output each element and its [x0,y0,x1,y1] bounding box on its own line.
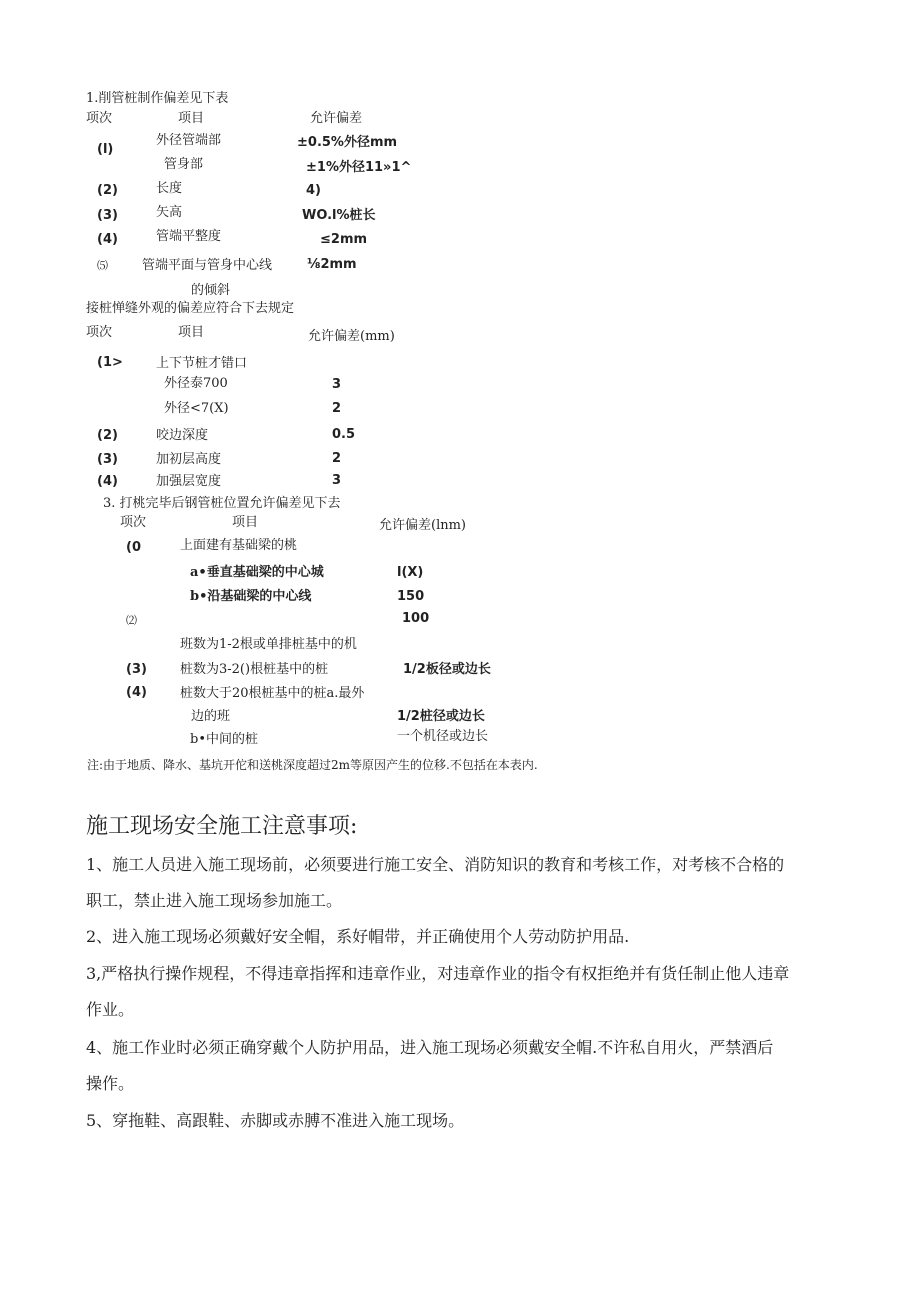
section2-title: 接桩惮缝外观的偏差应符合下去规定 [86,301,295,316]
safety-item-3-line2: 作业。 [86,1000,135,1019]
table-row-item: 外径<7(X) [164,401,229,416]
table-row-item: 班数为1-2根或单排桩基中的机 [180,637,357,652]
table-row-item: 边的班 [191,709,231,724]
section3-col-no: 项次 [120,515,147,530]
section2-col-no: 项次 [86,325,113,340]
table-row-tol: 100 [402,611,430,626]
table-row-tol: l(X) [397,565,424,580]
table-row-no: (4) [97,232,118,247]
section2-col-item: 项目 [178,325,205,340]
table-row-no: (3) [97,452,118,467]
table-row-item: a•垂直基础梁的中心城 [190,565,324,580]
table-row-item: 上下节桩才错口 [156,356,248,371]
table-row-item: 外径泰700 [164,376,228,391]
table-row-tol: ⅛2mm [307,257,357,272]
table-row-item: b•中间的桩 [190,732,258,747]
safety-heading: 施工现场安全施工注意事项: [86,814,358,839]
table-row-item: b•沿基础梁的中心线 [190,589,312,604]
table-row-item: 桩数大于20根桩基中的桩a.最外 [180,686,365,701]
table-row-tol: 1/2桩径或边长 [397,709,485,724]
table-row-item: 的倾斜 [191,283,231,298]
table-row-tol: ±0.5%外径mm [297,135,398,150]
table-row-no: (4) [97,474,118,489]
table-row-tol: 0.5 [332,427,356,442]
section1-col-item: 项目 [178,111,205,126]
table-row-tol: 4) [306,183,321,198]
section1-col-tol: 允许偏差 [310,111,363,126]
table-row-tol: 一个机径或边长 [397,729,489,744]
table-row-no: (1> [97,355,123,370]
table-row-no: (2) [97,428,118,443]
section1-col-no: 项次 [86,111,113,126]
table-row-item: 管端平面与管身中心线 [142,258,273,273]
table-row-tol: ±1%外径11»1^ [306,160,412,175]
table-row-no: (0 [126,540,141,555]
table-row-no: (2) [97,183,118,198]
safety-item-1-line1: 1、施工人员进入施工现场前，必须要进行施工安全、消防知识的教育和考核工作，对考核不合格的 [86,855,785,874]
safety-item-5-line1: 5、穿拖鞋、高跟鞋、赤脚或赤膊不准进入施工现场。 [86,1111,465,1130]
section3-note: 注:由于地质、降水、基坑开佗和送桃深度超过2m等原因产生的位移.不包括在本表内. [87,758,538,772]
table-row-tol: 3 [332,377,342,392]
table-row-item: 管端平整度 [156,229,222,244]
section2-col-tol: 允许偏差(mm) [308,329,395,344]
table-row-tol: ≤2mm [320,232,368,247]
table-row-tol: 150 [397,589,425,604]
section1-title: 1.削管桩制作偏差见下表 [86,91,229,106]
table-row-item: 管身部 [164,157,204,172]
table-row-tol: WO.l%桩长 [302,208,376,223]
table-row-item: 咬边深度 [156,428,209,443]
safety-item-3-line1: 3,严格执行操作规程，不得违章指挥和违章作业，对违章作业的指令有权拒绝并有货任制止他人违章 [86,964,790,983]
table-row-no: (4) [126,685,147,700]
table-row-item: 外径管端部 [156,133,222,148]
table-row-no: ⑸ [97,259,108,272]
section3-col-tol: 允许偏差(lnm) [379,518,467,533]
table-row-tol: 2 [332,451,342,466]
safety-item-2-line1: 2、进入施工现场必须戴好安全帽，系好帽带，并正确使用个人劳动防护用品. [86,927,630,946]
table-row-item: 加强层宽度 [156,474,222,489]
table-row-item: 桩数为3-2()根桩基中的桩 [180,662,329,677]
table-row-item: 长度 [156,181,183,196]
table-row-tol: 3 [332,473,342,488]
table-row-no: (l) [97,142,114,157]
safety-item-1-line2: 职工，禁止进入施工现场参加施工。 [86,891,343,910]
table-row-no: (3) [97,208,118,223]
safety-item-4-line1: 4、施工作业时必须正确穿戴个人防护用品，进入施工现场必须戴安全帽.不许私自用火，严禁酒后 [86,1038,774,1057]
section3-title: 3. 打桃完毕后钢管桩位置允许偏差见下去 [103,496,341,511]
table-row-item: 矢高 [156,205,183,220]
section3-col-item: 项目 [232,515,259,530]
table-row-tol: 2 [332,401,342,416]
table-row-no: (3) [126,662,147,677]
table-row-no: ⑵ [126,614,137,627]
table-row-item: 加初层高度 [156,452,222,467]
safety-item-4-line2: 操作。 [86,1074,135,1093]
table-row-tol: 1/2板径或边长 [403,662,491,677]
table-row-item: 上面建有基础梁的桃 [180,538,298,553]
